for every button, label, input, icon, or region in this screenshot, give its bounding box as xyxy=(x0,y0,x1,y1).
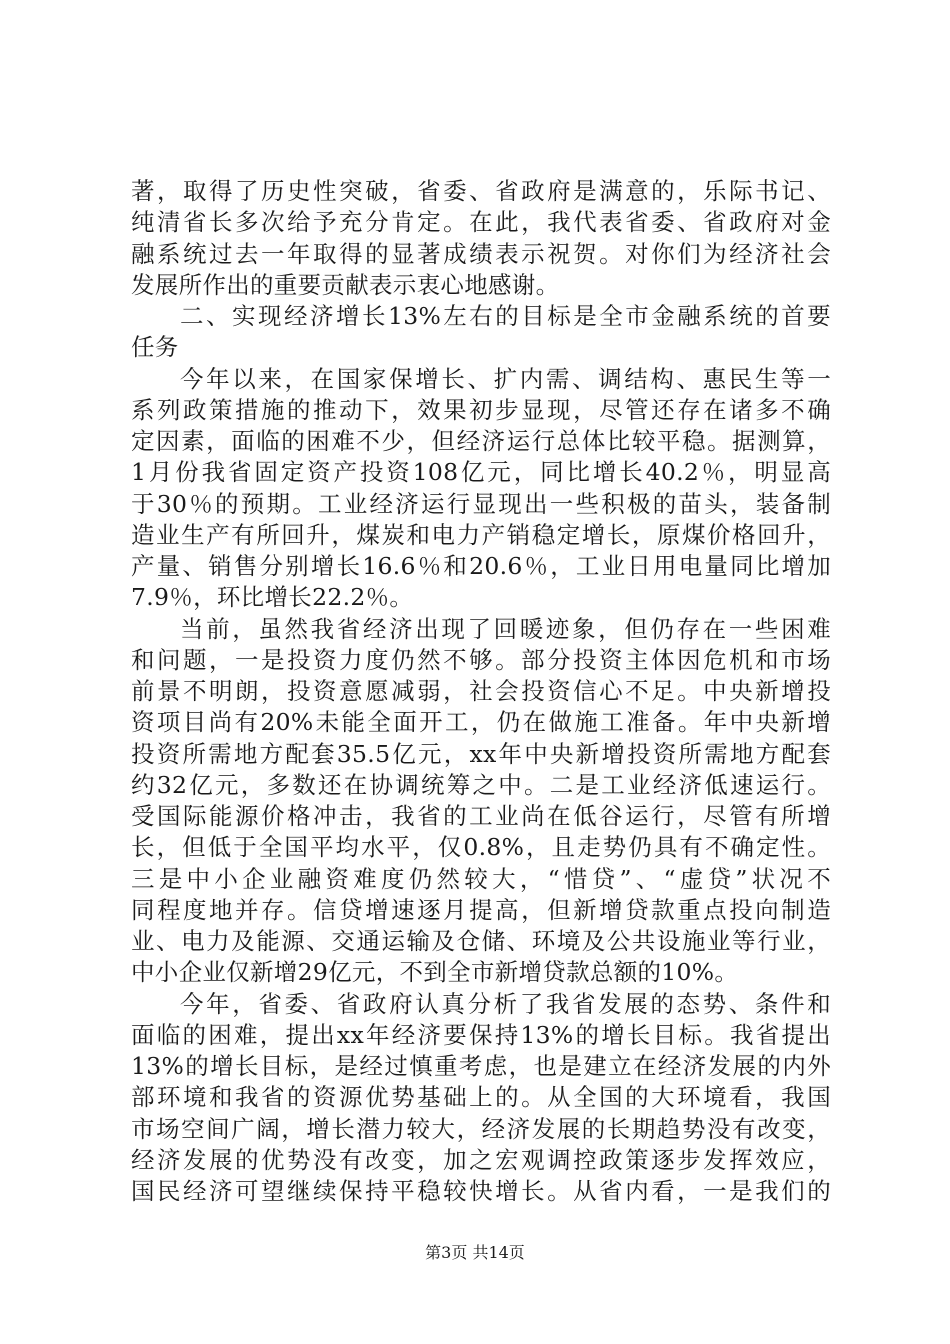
text-line: 部环境和我省的资源优势基础上的。从全国的大环境看，我国 xyxy=(131,1083,831,1112)
text-line: 纯清省长多次给予充分肯定。在此，我代表省委、省政府对金 xyxy=(131,208,831,237)
text-line: 约32亿元，多数还在协调统筹之中。二是工业经济低速运行。 xyxy=(131,770,831,799)
text-line: 和问题，一是投资力度仍然不够。部分投资主体因危机和市场 xyxy=(131,645,831,674)
text-line: 著，取得了历史性突破，省委、省政府是满意的，乐际书记、 xyxy=(131,177,831,205)
text-line: 于30％的预期。工业经济运行显现出一些积极的苗头，装备制 xyxy=(131,489,831,518)
section-heading-line: 任务 xyxy=(131,333,179,362)
text-line: 1月份我省固定资产投资108亿元，同比增长40.2％，明显高 xyxy=(131,458,831,487)
text-line: 今年以来，在国家保增长、扩内需、调结构、惠民生等一 xyxy=(180,364,831,393)
text-line: 资项目尚有20%未能全面开工，仍在做施工准备。年中央新增 xyxy=(131,708,831,737)
text-line: 融系统过去一年取得的显著成绩表示祝贺。对你们为经济社会 xyxy=(131,239,831,268)
text-line: 系列政策措施的推动下，效果初步显现，尽管还存在诸多不确 xyxy=(131,395,831,424)
text-line: 定因素，面临的困难不少，但经济运行总体比较平稳。据测算， xyxy=(131,427,831,455)
text-line: 经济发展的优势没有改变，加之宏观调控政策逐步发挥效应， xyxy=(131,1145,831,1174)
text-line: 长，但低于全国平均水平，仅0.8%，且走势仍具有不确定性。 xyxy=(131,833,831,862)
text-line: 业、电力及能源、交通运输及仓储、环境及公共设施业等行业， xyxy=(131,927,831,955)
text-line: 投资所需地方配套35.5亿元，xx年中央新增投资所需地方配套 xyxy=(131,739,831,768)
text-line: 市场空间广阔，增长潜力较大，经济发展的长期趋势没有改变， xyxy=(131,1114,831,1143)
page-number-footer: 第3页 共14页 xyxy=(425,1243,525,1262)
text-line: 发展所作出的重要贡献表示衷心地感谢。 xyxy=(131,270,560,299)
text-line: 前景不明朗，投资意愿减弱，社会投资信心不足。中央新增投 xyxy=(131,677,831,705)
section-heading-line: 二、实现经济增长13%左右的目标是全市金融系统的首要 xyxy=(180,302,831,330)
text-line: 受国际能源价格冲击，我省的工业尚在低谷运行，尽管有所增 xyxy=(131,802,831,830)
text-line: 国民经济可望继续保持平稳较快增长。从省内看，一是我们的 xyxy=(131,1177,831,1205)
document-body xyxy=(131,176,831,1207)
text-line: 中小企业仅新增29亿元，不到全市新增贷款总额的10%。 xyxy=(131,958,739,987)
text-line: 面临的困难，提出xx年经济要保持13%的增长目标。我省提出 xyxy=(131,1020,831,1049)
text-line: 7.9％，环比增长22.2％。 xyxy=(131,583,414,612)
text-line: 三是中小企业融资难度仍然较大，“惜贷”、“虚贷”状况不 xyxy=(131,864,831,893)
text-line: 当前，虽然我省经济出现了回暖迹象，但仍存在一些困难 xyxy=(180,614,831,643)
text-line: 今年，省委、省政府认真分析了我省发展的态势、条件和 xyxy=(180,989,831,1018)
text-line: 同程度地并存。信贷增速逐月提高，但新增贷款重点投向制造 xyxy=(131,895,831,924)
text-line: 产量、销售分别增长16.6％和20.6％，工业日用电量同比增加 xyxy=(131,552,831,580)
text-line: 造业生产有所回升，煤炭和电力产销稳定增长，原煤价格回升， xyxy=(131,520,831,549)
text-line: 13%的增长目标，是经过慎重考虑，也是建立在经济发展的内外 xyxy=(131,1052,831,1080)
